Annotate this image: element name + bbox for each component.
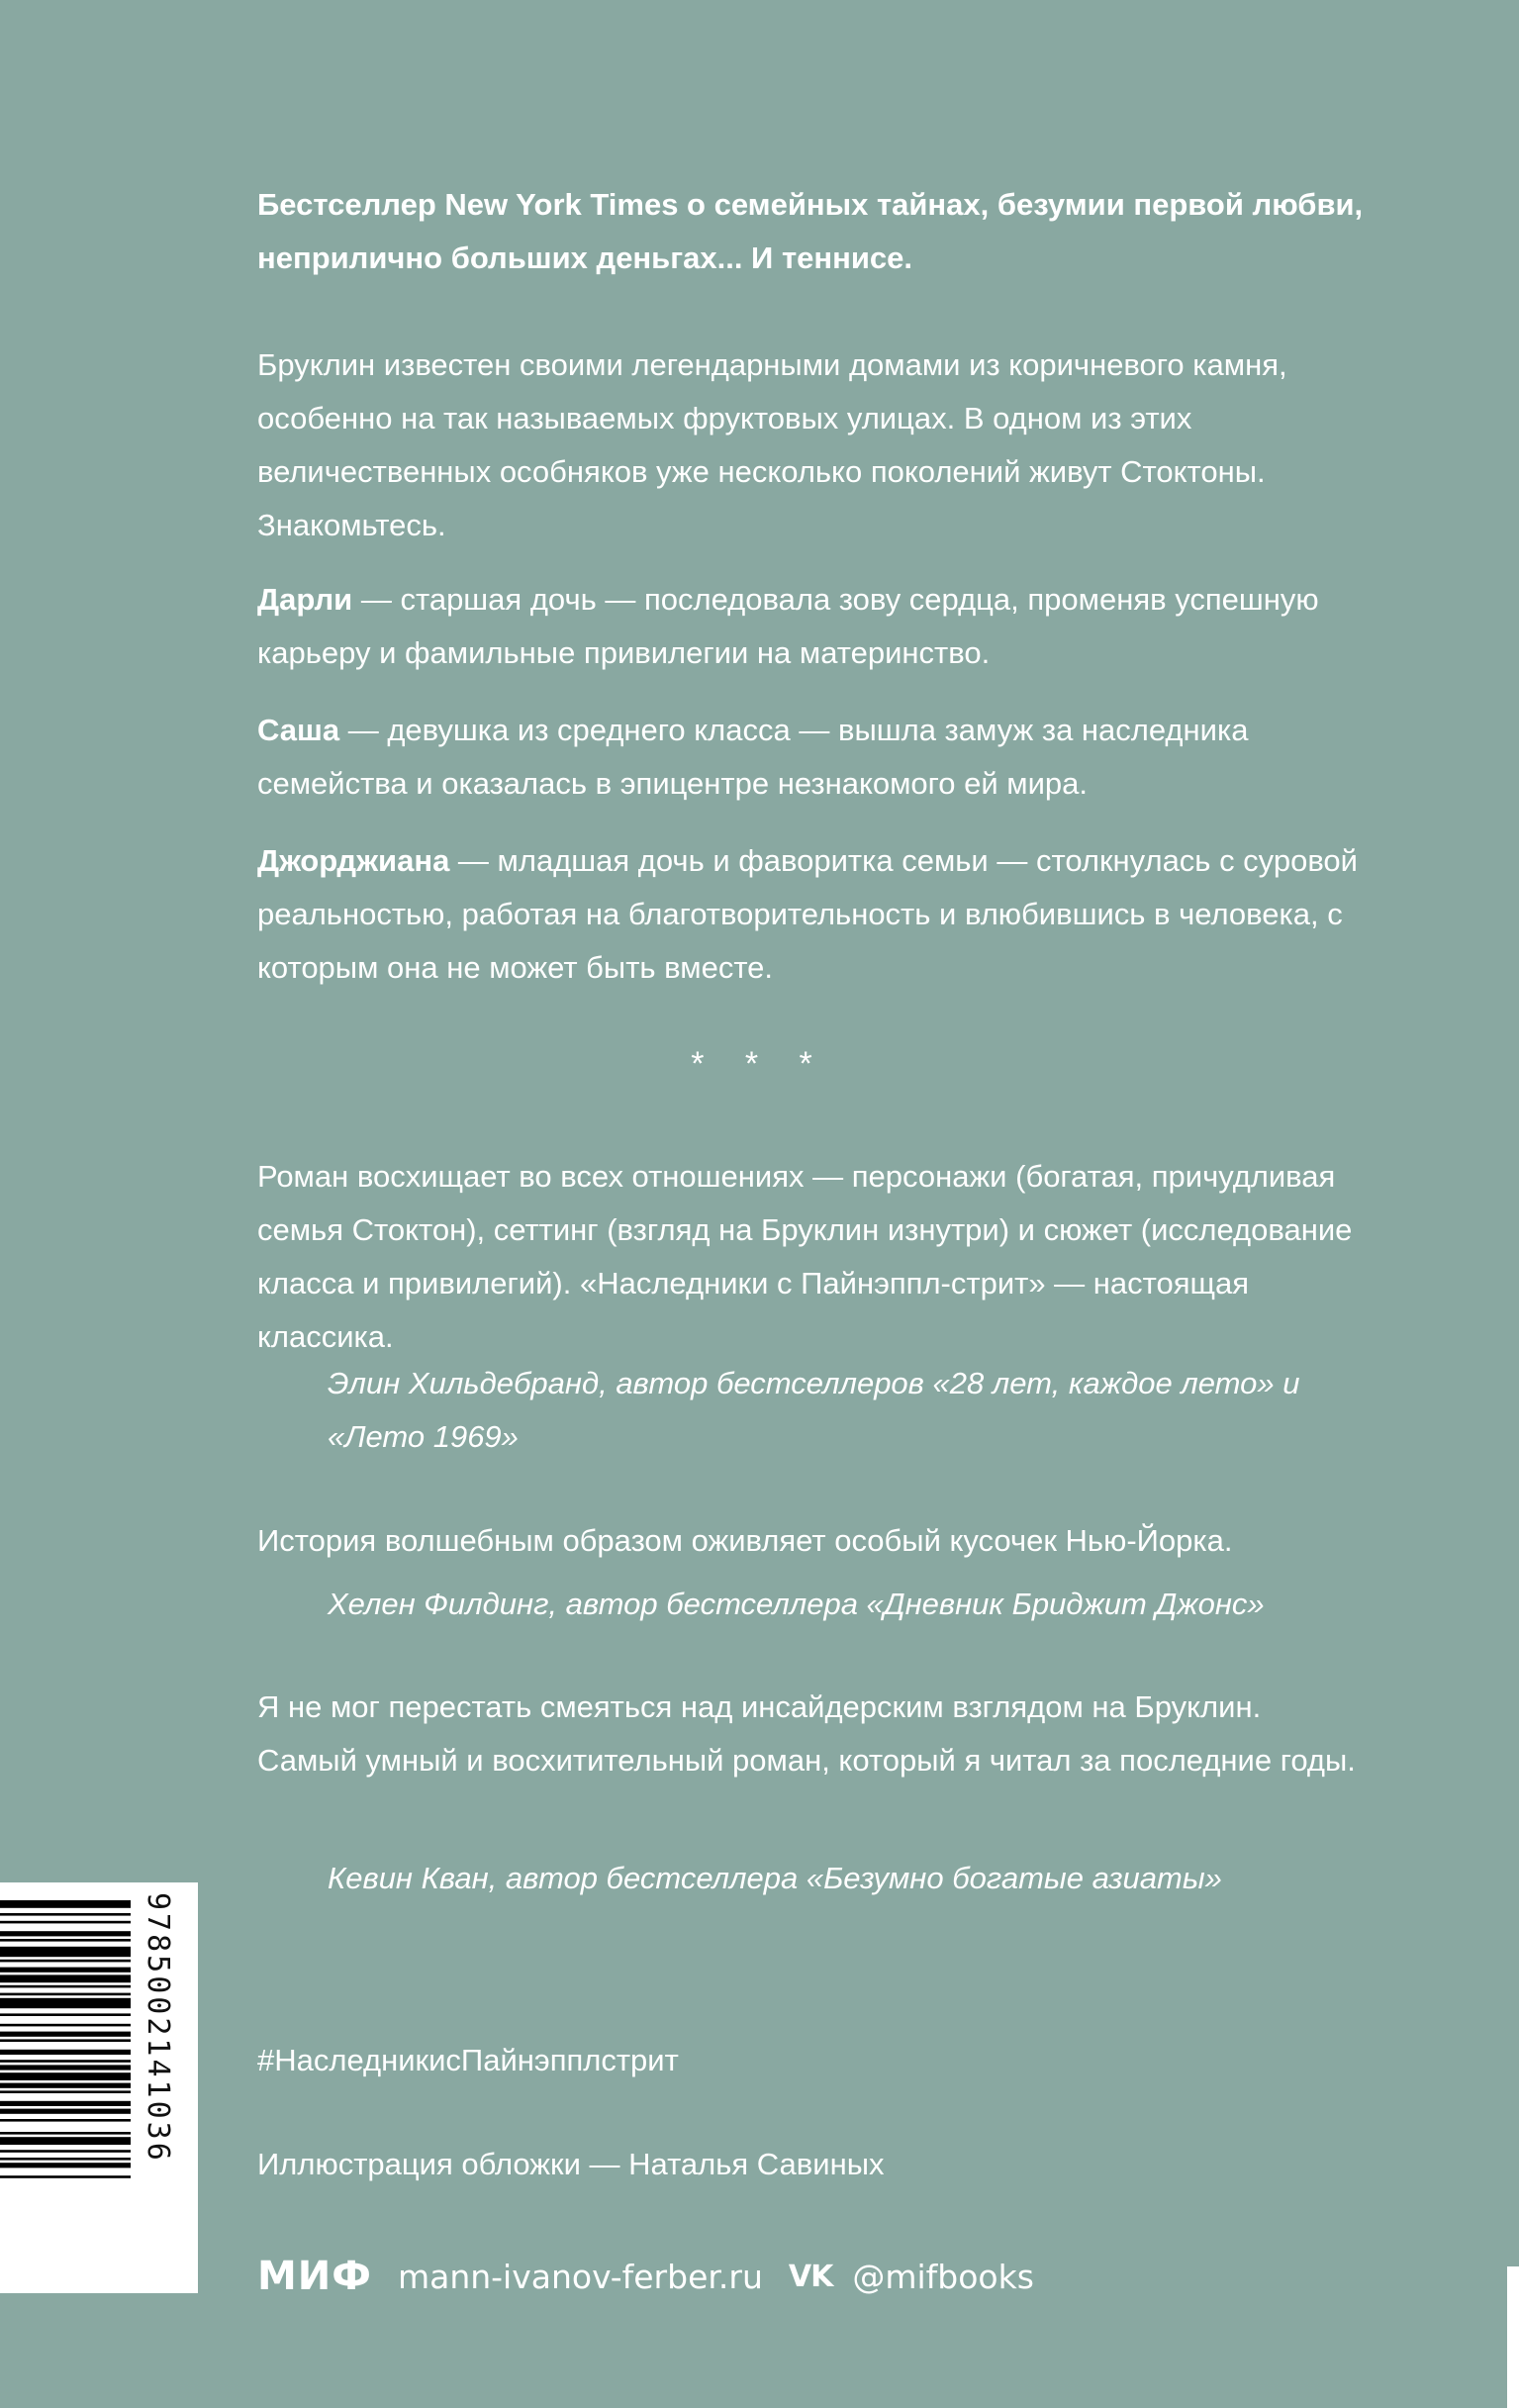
barcode-bar (0, 1921, 131, 1924)
character-description: — девушка из среднего класса — вышла замуж за наследника семейства и оказалась в эпицентре незнакомого ей мира. (257, 713, 1249, 801)
character-description: — старшая дочь — последовала зову сердца, променяв успешную карьеру и фамильные привилегии на материнство. (257, 582, 1319, 670)
barcode-bar (0, 2065, 131, 2070)
barcode-digits-wrapper (137, 1892, 186, 2288)
barcode-bar (0, 1931, 131, 1936)
barcode-bar (0, 2163, 131, 2167)
barcode-bar (0, 2109, 131, 2114)
barcode-bar (0, 1975, 131, 1982)
barcode-bar (0, 2150, 131, 2153)
barcode-bar (0, 1947, 131, 1957)
character-paragraph-darli (257, 573, 1366, 680)
section-separator: * * * (691, 1045, 828, 1083)
description-paragraph: Бруклин известен своими легендарными домами из коричневого камня, особенно на так называемых фруктовых улицах. В одном из этих величественных особняков уже несколько поколений живут Стоктоны. Знакомьтесь. (257, 347, 1287, 542)
barcode-bars (0, 1882, 139, 2293)
review-author: Хелен Филдинг, автор бестселлера «Дневник Бриджит Джонс» (328, 1587, 1265, 1621)
barcode-bar (0, 1900, 131, 1908)
social-handle: @mifbooks (852, 2257, 1034, 2296)
barcode-bar (0, 2024, 131, 2027)
barcode-bar (0, 2158, 131, 2161)
barcode-bar (0, 2060, 131, 2063)
hashtag: #НаследникисПайнэпплстрит (257, 2043, 679, 2077)
cover-edge-strip (1507, 2266, 1519, 2408)
character-name: Джорджиана (257, 843, 450, 878)
review-quote: Роман восхищает во всех отношениях — персонажи (богатая, причудливая семья Стоктон), сеттинг (взгляд на Бруклин изнутри) и сюжет (исследование класса и привилегий). «Наследники с Пайнэппл-стрит» — настоящая классика. (257, 1159, 1353, 1354)
barcode-bar (0, 2039, 131, 2042)
review-author: Элин Хильдебранд, автор бестселлеров «28 лет, каждое лето» и «Лето 1969» (328, 1366, 1300, 1454)
barcode-bar (0, 2132, 131, 2135)
barcode-bar (0, 1913, 131, 1916)
barcode-bar (0, 2101, 131, 2106)
barcode-bar (0, 2119, 131, 2122)
character-name: Дарли (257, 582, 353, 617)
barcode-bar (0, 2175, 131, 2178)
barcode-bar (0, 2090, 131, 2093)
publisher-footer (257, 2249, 1034, 2304)
intro-text: Бестселлер New York Times о семейных тайнах, безумии первой любви, неприлично больших деньгах... И теннисе. (257, 187, 1364, 275)
publisher-logo: МИФ (257, 2254, 372, 2299)
barcode-bar (0, 1939, 131, 1942)
isbn-barcode (0, 1882, 198, 2293)
barcode-bar (0, 1960, 131, 1963)
character-paragraph-georgiana (257, 834, 1366, 995)
barcode-bar (0, 2013, 131, 2016)
barcode-bar (0, 2050, 131, 2055)
review-author: Кевин Кван, автор бестселлера «Безумно богатые азиаты» (328, 1861, 1222, 1895)
publisher-website: mann-ivanov-ferber.ru (397, 2257, 763, 2296)
character-description: — младшая дочь и фаворитка семьи — столкнулась с суровой реальностью, работая на благотворительность и влюбившись в человека, с которым она не может быть вместе. (257, 843, 1358, 985)
barcode-bar (0, 1968, 131, 1973)
barcode-bar (0, 1998, 131, 2008)
barcode-bar (0, 1985, 131, 1988)
review-quote: История волшебным образом оживляет особый кусочек Нью-Йорка. (257, 1523, 1233, 1558)
barcode-bar (0, 2072, 131, 2080)
character-paragraph-sasha (257, 704, 1366, 811)
barcode-digits: 9785002141036 (141, 1892, 175, 2164)
review-quote: Я не мог перестать смеяться над инсайдерским взглядом на Бруклин. Самый умный и восхитительный роман, который я читал за последние годы. (257, 1689, 1356, 1778)
character-name: Саша (257, 713, 340, 747)
barcode-bar (0, 2083, 131, 2088)
barcode-bar (0, 2032, 131, 2037)
barcode-bar (0, 1993, 131, 1996)
barcode-bar (0, 2137, 131, 2145)
illustration-credit: Иллюстрация обложки — Наталья Савиных (257, 2147, 885, 2181)
vk-icon: VK (788, 2259, 833, 2294)
